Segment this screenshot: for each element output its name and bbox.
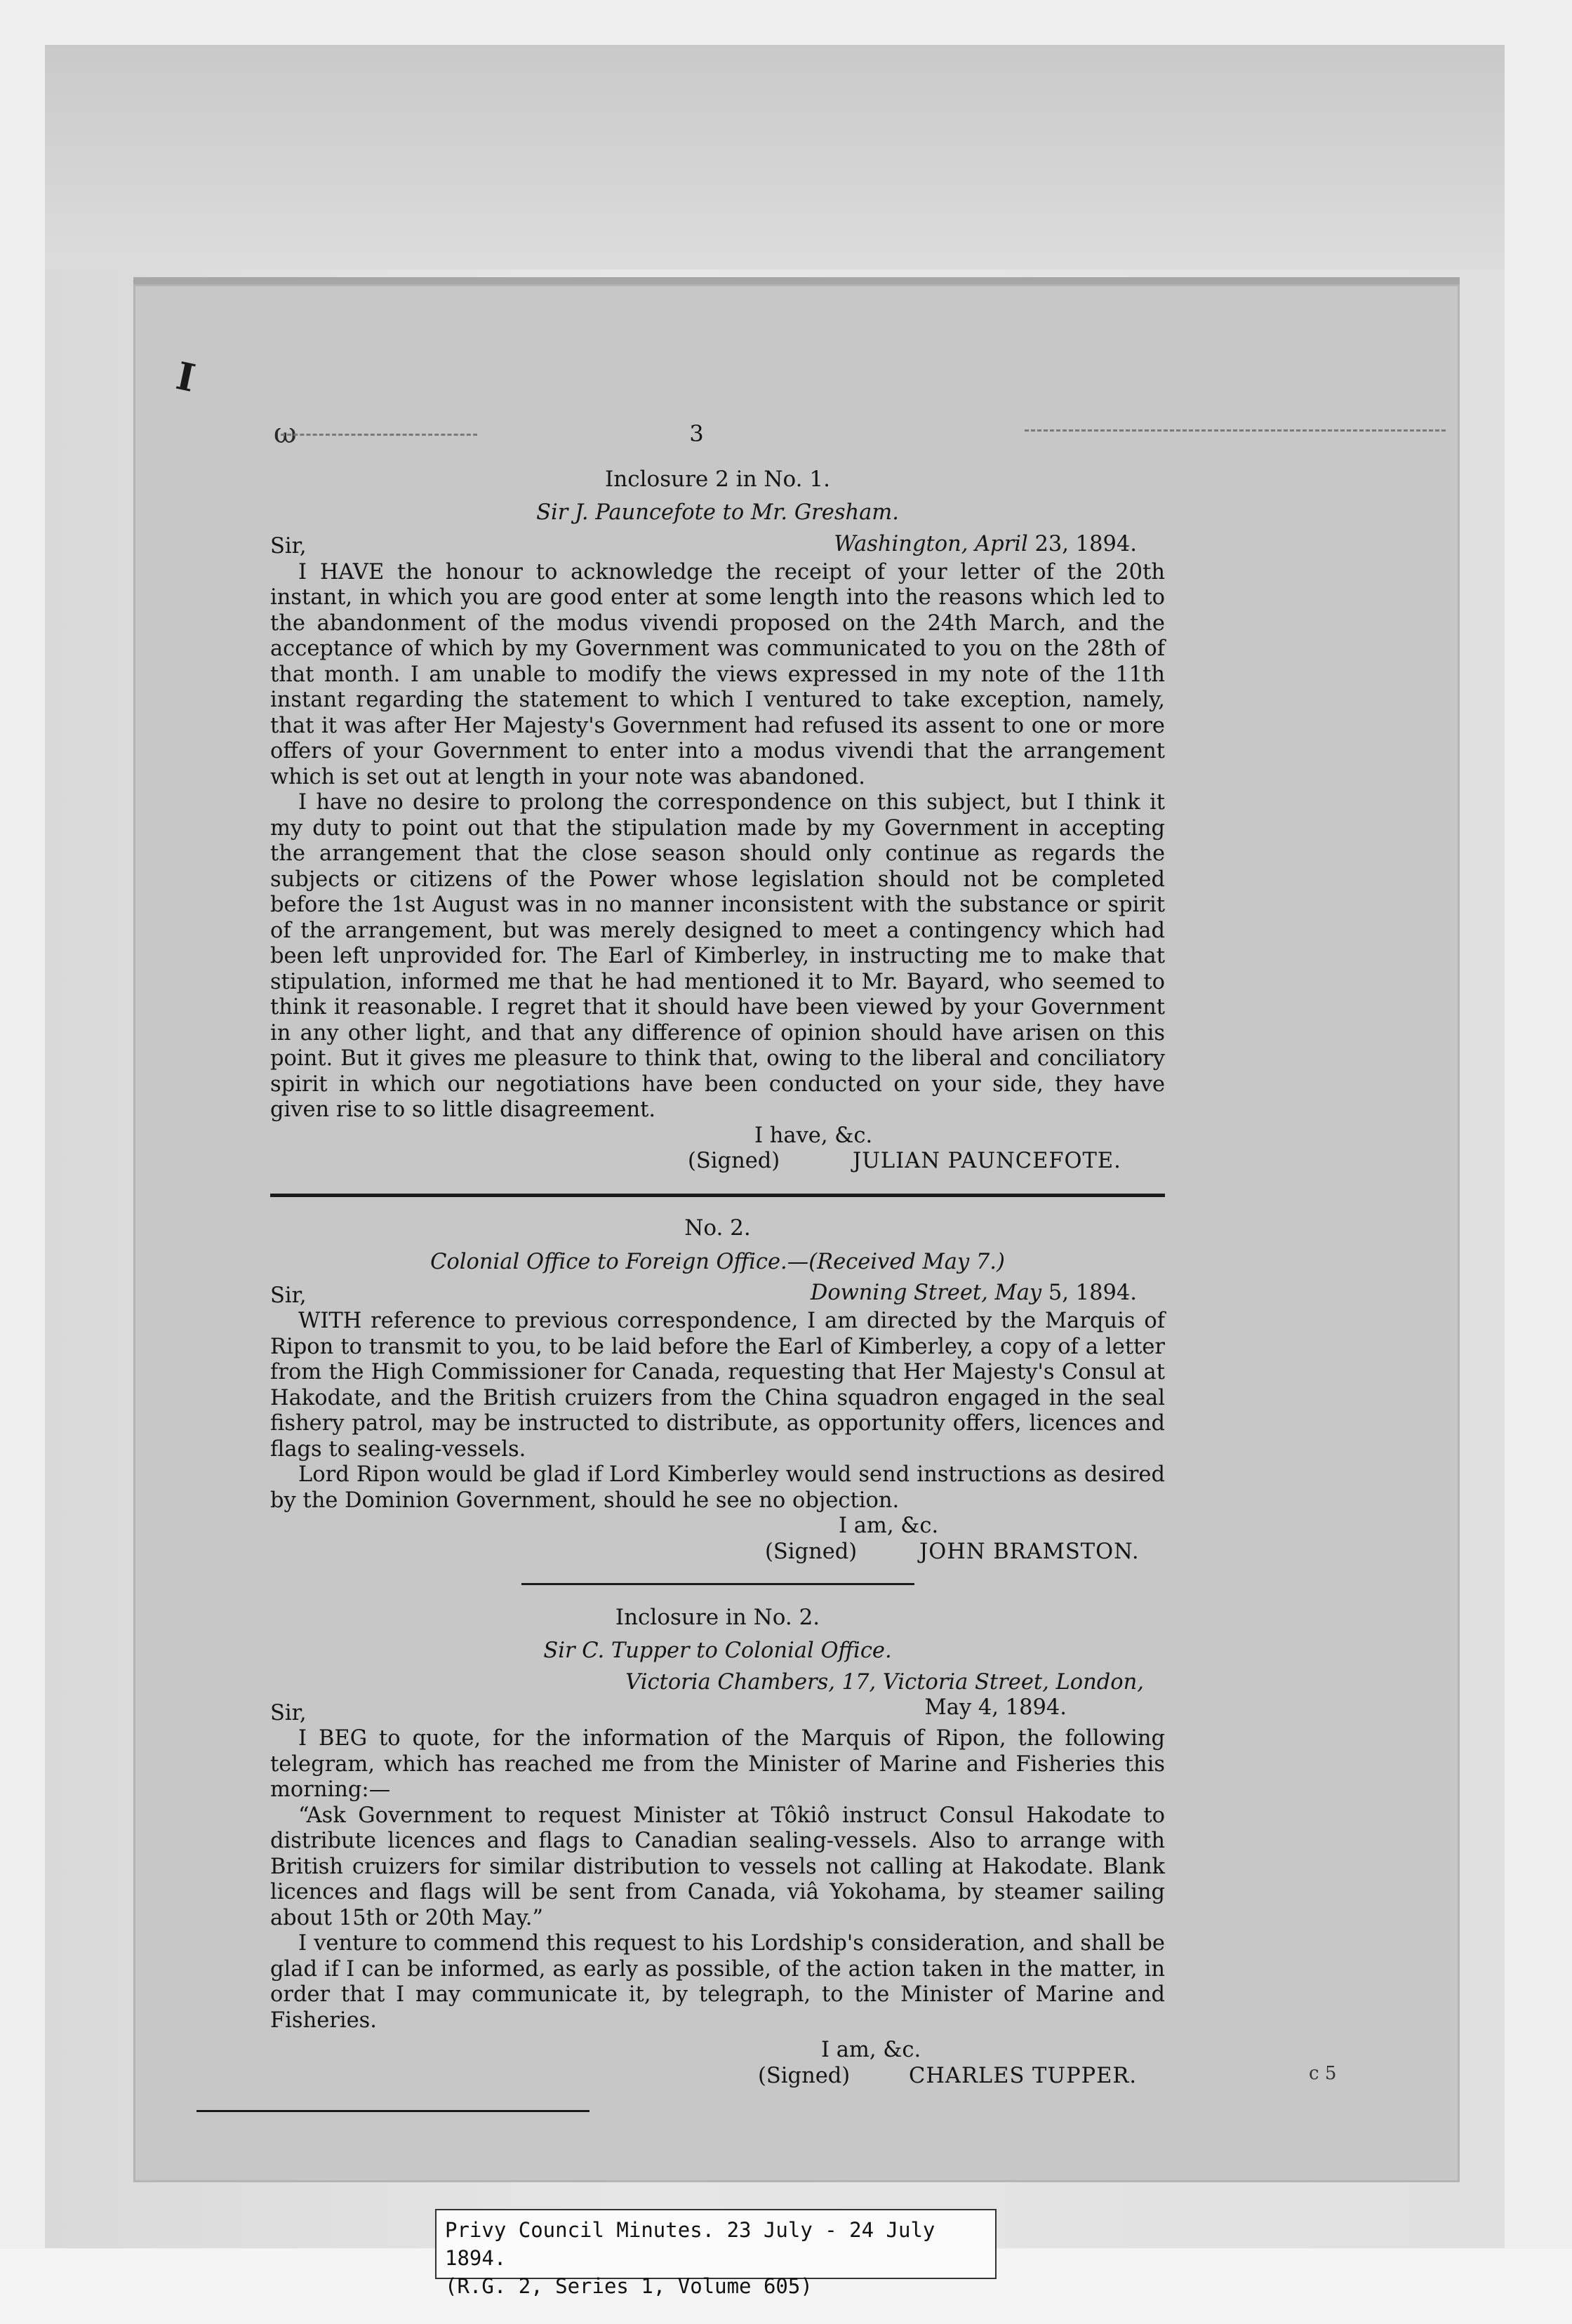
section1-date-rest: 23, 1894. bbox=[1034, 531, 1137, 556]
closing-divider bbox=[196, 2110, 590, 2112]
section-divider-thick bbox=[270, 1194, 1165, 1197]
section1-heading: Inclosure 2 in No. 1. bbox=[605, 466, 830, 492]
section1-paragraph-2: I have no desire to prolong the correspondence on this subject, but I think it my duty to point out that the stipulation made by my Government in accepting the arrangement that the close season should only continue as regards the subjects or citizens of the Power whose legislation should not be completed before the 1st August was in no manner inconsistent with the substance or spirit of the arrangement, but was merely designed to meet a contingency which had been left unprovided for. The Earl of Kimberley, in instructing me to make that stipulation, informed me that he had mentioned it to Mr. Bayard, who seemed to think it reasonable. I regret that it should have been viewed by your Government in any other light, and that any difference of opinion should have arisen on this point. But it gives me pleasure to think that, owing to the liberal and conciliatory spirit in which our negotiations have been conducted on your side, they have given rise to so little disagreement. bbox=[270, 790, 1165, 1122]
section3-signatory: CHARLES TUPPER. bbox=[909, 2063, 1138, 2088]
section3-signature-line bbox=[270, 2064, 1165, 2093]
section3-paragraph: I venture to commend this request to his Lordship's consideration, and shall be glad if I can be informed, as early as possible, of the action taken in the matter, in order that I may communicate it, by telegraph, to the Minister of Marine and Fisheries. bbox=[270, 1931, 1165, 2033]
section1-salutation: Sir, bbox=[270, 534, 307, 559]
section1-salutation-line bbox=[270, 532, 1165, 560]
section1-signed: (Signed) bbox=[688, 1149, 780, 1173]
section2-salutation: Sir, bbox=[270, 1283, 307, 1308]
section3-subheading: Sir C. Tupper to Colonial Office. bbox=[543, 1638, 892, 1663]
section2-date-place: Downing Street, May bbox=[810, 1281, 1042, 1305]
section3-address-line1: Victoria Chambers, 17, Victoria Street, London, bbox=[625, 1669, 1144, 1695]
section3-closing: I am, &c. bbox=[821, 2038, 921, 2062]
section2-signed: (Signed) bbox=[765, 1539, 858, 1564]
section2-signatory: JOHN BRAMSTON. bbox=[919, 1539, 1140, 1564]
section2-salutation-line bbox=[270, 1281, 1165, 1309]
document-body bbox=[270, 421, 1165, 2112]
section3-intro: I BEG to quote, for the information of the Marquis of Ripon, the following telegram, which has reached me from the Minister of Marine and Fisheries this morning:— bbox=[270, 1726, 1165, 1802]
section3-signed: (Signed) bbox=[758, 2063, 851, 2088]
section2-paragraph-1: WITH reference to previous correspondence, I am directed by the Marquis of Ripon to transmit to you, to be laid before the Earl of Kimberley, a copy of a letter from the High Commissioner for Canada, requesting that Her Majesty's Consul at Hakodate, and the British cruizers from the China squadron engaged in the seal fishery patrol, may be instructed to distribute, as opportunity offers, licences and flags to sealing-vessels. bbox=[270, 1309, 1165, 1462]
margin-right-mark: c 5 bbox=[1309, 2063, 1337, 2084]
section1-signature-line bbox=[270, 1149, 1165, 1178]
section1-subheading: Sir J. Pauncefote to Mr. Gresham. bbox=[536, 500, 899, 525]
section2-paragraph-2: Lord Ripon would be glad if Lord Kimberley would send instructions as desired by the Dominion Government, should he see no objection. bbox=[270, 1462, 1165, 1513]
section1-paragraph-1: I HAVE the honour to acknowledge the receipt of your letter of the 20th instant, in which you are good enter at some length into the reasons which led to the abandonment of the modus vivendi proposed on the 24th March, and the acceptance of which by my Government was communicated to you on the 28th of that month. I am unable to modify the views expressed in my note of the 11th instant regarding the statement to which I ventured to take exception, namely, that it was after Her Majesty's Government had refused its assent to one or more offers of your Government to enter into a modus vivendi that the arrangement which is set out at length in your note was abandoned. bbox=[270, 559, 1165, 789]
section1-date-place: Washington, April bbox=[834, 531, 1028, 556]
section3-address-line2: May 4, 1894. bbox=[924, 1695, 1067, 1720]
archive-label-line1: Privy Council Minutes. 23 July - 24 July 1894. bbox=[445, 2218, 935, 2270]
microfilm-top-shadow bbox=[45, 45, 1505, 269]
archive-label-line2: (R.G. 2, Series 1, Volume 605) bbox=[445, 2274, 813, 2298]
section2-heading: No. 2. bbox=[684, 1215, 751, 1241]
section1-signatory: JULIAN PAUNCEFOTE. bbox=[853, 1149, 1121, 1173]
section-divider-thin bbox=[521, 1583, 914, 1585]
section1-date bbox=[834, 532, 1137, 558]
section2-date-rest: 5, 1894. bbox=[1048, 1281, 1137, 1305]
page-number: 3 bbox=[689, 420, 704, 447]
archive-label bbox=[435, 2209, 997, 2298]
section2-closing: I am, &c. bbox=[839, 1514, 939, 1538]
section3-salutation: Sir, bbox=[270, 1700, 307, 1725]
section1-closing: I have, &c. bbox=[754, 1123, 873, 1148]
section3-telegram-quote: “Ask Government to request Minister at Tôkiô instruct Consul Hakodate to distribute licences and flags to Canadian sealing-vessels. Also to arrange with British cruizers for similar distribution to vessels not calling at Hakodate. Blank licences and flags will be sent from Canada, viâ Yokohama, by steamer sailing about 15th or 20th May.” bbox=[270, 1803, 1165, 1930]
section3-salutation-line bbox=[270, 1695, 1165, 1726]
section2-signature-line bbox=[270, 1540, 1165, 1569]
section2-subheading: Colonial Office to Foreign Office.—(Received May 7.) bbox=[430, 1249, 1005, 1274]
margin-small-mark: ω bbox=[274, 418, 297, 450]
margin-ink-mark: I bbox=[172, 353, 199, 401]
section3-heading: Inclosure in No. 2. bbox=[615, 1604, 820, 1630]
section2-date bbox=[811, 1281, 1137, 1307]
